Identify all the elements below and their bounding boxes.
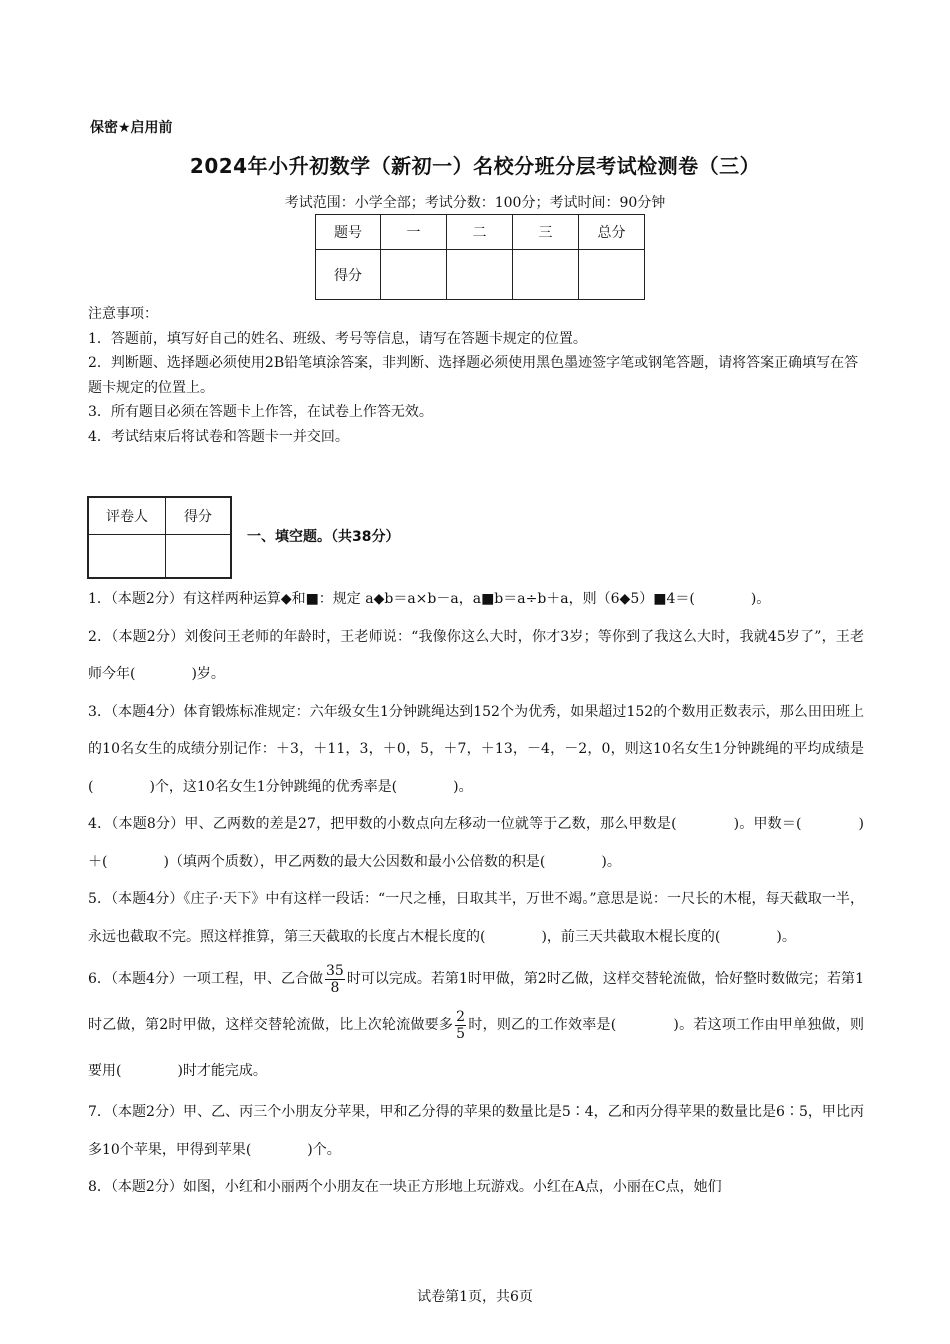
question-6 — [88, 956, 864, 1094]
score-cell — [579, 250, 645, 300]
fraction-numerator: 2 — [456, 1008, 466, 1025]
score-cell — [513, 250, 579, 300]
section-title: 一、填空题。（共38分） — [247, 529, 400, 545]
exam-title: 2024年小升初数学（新初一）名校分班分层考试检测卷（三） — [189, 154, 761, 178]
score-header-cell: 三 — [513, 215, 579, 250]
question-5: 5．（本题4分）《庄子·天下》中有这样一段话：“一尺之棰，日取其半，万世不竭。”意思是说：一尺长的木棍，每天截取一半，永远也截取不完。照这样推算，第三天截取的长度占木棍长度的( )，前三天共截取木棍长度的( )。 — [88, 891, 864, 945]
question-1: 1．（本题2分）有这样两种运算◆和■：规定 a◆b＝a×b－a，a■b＝a÷b＋a，则（6◆5）■4＝( )。 — [88, 591, 771, 607]
exam-info: 考试范围：小学全部；考试分数：100分；考试时间：90分钟 — [284, 195, 666, 211]
question-2: 2．（本题2分）刘俊问王老师的年龄时，王老师说：“我像你这么大时，你才3岁；等你到了我这么大时，我就45岁了”，王老师今年( )岁。 — [88, 628, 864, 682]
score-cell — [447, 250, 513, 300]
score-header-cell: 一 — [381, 215, 447, 250]
page-footer: 试卷第1页，共6页 — [417, 1289, 533, 1305]
grader-score-label: 得分 — [166, 497, 232, 535]
score-header-cell: 总分 — [579, 215, 645, 250]
note-item: 1．答题前，填写好自己的姓名、班级、考号等信息，请写在答题卡规定的位置。 — [88, 330, 587, 347]
grader-reviewer-label: 评卷人 — [88, 497, 166, 535]
grader-reviewer-cell — [88, 535, 166, 579]
note-item: 3．所有题目必须在答题卡上作答，在试卷上作答无效。 — [88, 404, 433, 420]
question-4: 4．（本题8分）甲、乙两数的差是27，把甲数的小数点向左移动一位就等于乙数，那么甲数是( )。甲数＝( )＋( )（填两个质数），甲乙两数的最大公因数和最小公倍数的积是( )。 — [88, 816, 864, 870]
question-6-text: 时可以完成。若第1时甲做，第2时乙做，这样交替轮流做，恰好整时数做完；若第1时乙做，第2时甲做，这样交替轮流做，比上次轮流做要多 — [88, 971, 864, 1033]
fraction-2-5 — [455, 1009, 466, 1042]
fraction-numerator: 35 — [326, 962, 344, 979]
fraction-35-8 — [325, 963, 345, 996]
confidential-label: 保密★启用前 — [90, 120, 173, 136]
question-6-text: 时，则乙的工作效率是( )。若这项工作由甲单独做，则要用( )时才能完成。 — [88, 1017, 864, 1079]
score-row-label: 得分 — [316, 250, 381, 300]
question-3: 3．（本题4分）体育锻炼标准规定：六年级女生1分钟跳绳达到152个为优秀，如果超过152的个数用正数表示，那么田田班上的10名女生的成绩分别记作：＋3，＋11，3，＋0，5，＋7，＋13，－4，－2，0，则这10名女生1分钟跳绳的平均成绩是( )个，这10名女生1分钟跳绳的优秀率是( )。 — [88, 703, 864, 795]
score-cell — [381, 250, 447, 300]
notes-heading: 注意事项： — [88, 306, 158, 322]
question-list — [88, 581, 864, 1207]
grader-score-cell — [166, 535, 232, 579]
question-7: 7．（本题2分）甲、乙、丙三个小朋友分苹果，甲和乙分得的苹果的数量比是5∶4，乙和丙分得苹果的数量比是6∶5，甲比丙多10个苹果，甲得到苹果( )个。 — [88, 1104, 864, 1158]
notes-block — [88, 302, 868, 449]
fraction-denominator: 8 — [330, 979, 340, 996]
grader-table — [87, 496, 232, 579]
note-item: 4．考试结束后将试卷和答题卡一并交回。 — [88, 428, 349, 445]
note-item: 2．判断题、选择题必须使用2B铅笔填涂答案，非判断、选择题必须使用黑色墨迹签字笔或钢笔答题，请将答案正确填写在答题卡规定的位置上。 — [88, 355, 859, 396]
question-6-text: 6．（本题4分）一项工程，甲、乙合做 — [88, 971, 324, 987]
question-8: 8．（本题2分）如图，小红和小丽两个小朋友在一块正方形地上玩游戏。小红在A点，小丽在C点，她们 — [88, 1179, 722, 1195]
fraction-denominator: 5 — [456, 1025, 466, 1042]
score-header-cell: 二 — [447, 215, 513, 250]
score-header-cell: 题号 — [316, 215, 381, 250]
score-table — [315, 214, 645, 300]
